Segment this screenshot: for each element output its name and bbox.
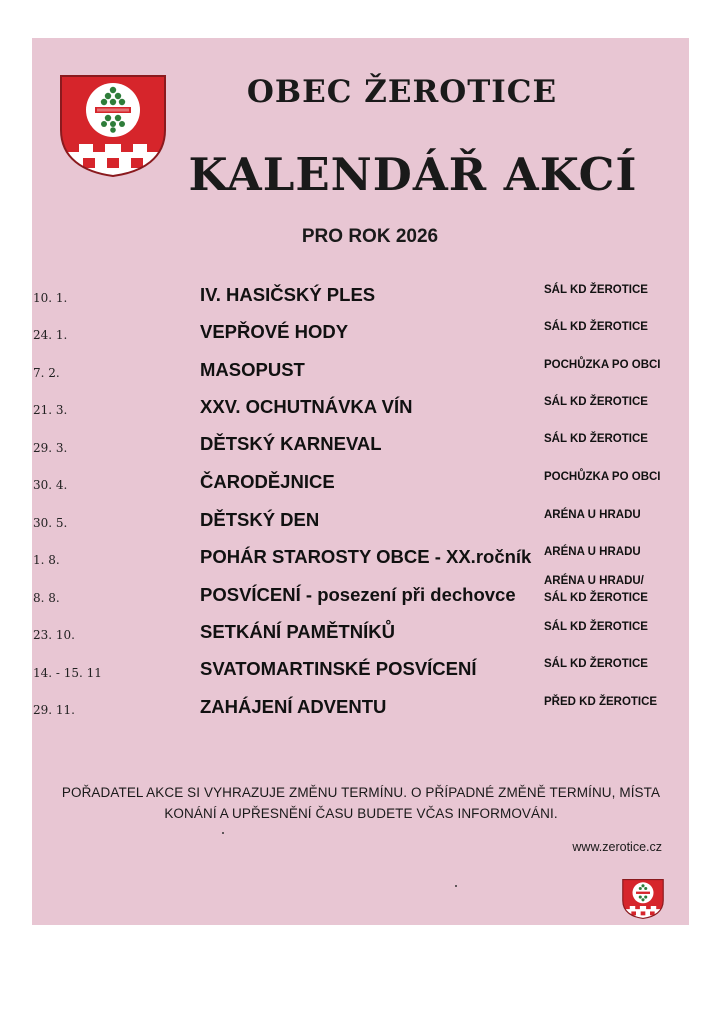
event-name: VEPŘOVÉ HODY <box>200 321 349 342</box>
event-name: POHÁR STAROSTY OBCE - XX.ročník <box>200 546 532 567</box>
event-date: 24. 1. <box>33 328 68 342</box>
event-name: DĚTSKÝ KARNEVAL <box>200 433 382 454</box>
organizer-notice <box>45 782 677 824</box>
notice-line: POŘADATEL AKCE SI VYHRAZUJE ZMĚNU TERMÍNU. O PŘÍPADNÉ ZMĚNĚ TERMÍNU, MÍSTA <box>61 785 661 800</box>
event-place: ARÉNA U HRADU <box>544 509 641 521</box>
print-speck <box>455 885 457 887</box>
event-place: SÁL KD ŽEROTICE <box>544 592 648 604</box>
event-place: SÁL KD ŽEROTICE <box>544 284 648 296</box>
website-url: www.zerotice.cz <box>572 840 662 854</box>
event-date: 30. 4. <box>33 478 68 492</box>
notice-line: KONÁNÍ A UPŘESNĚNÍ ČASU BUDETE VČAS INFORMOVÁNI. <box>164 806 558 821</box>
event-date: 7. 2. <box>33 366 60 380</box>
event-name: XXV. OCHUTNÁVKA VÍN <box>200 396 413 417</box>
page-title: KALENDÁŘ AKCÍ <box>188 148 638 201</box>
event-date: 23. 10. <box>33 628 75 642</box>
event-place: SÁL KD ŽEROTICE <box>544 658 648 670</box>
page-subtitle: PRO ROK 2026 <box>301 226 439 247</box>
event-place: SÁL KD ŽEROTICE <box>544 321 648 333</box>
municipality-name: OBEC ŽEROTICE <box>246 74 558 110</box>
event-place: SÁL KD ŽEROTICE <box>544 433 648 445</box>
event-name: ČARODĚJNICE <box>200 471 335 492</box>
footer-coat-of-arms-icon <box>622 878 664 920</box>
event-date: 21. 3. <box>33 403 68 417</box>
event-date: 29. 11. <box>33 703 75 717</box>
print-speck <box>222 832 224 834</box>
event-name: POSVÍCENÍ - posezení při dechovce <box>200 584 516 605</box>
event-place: SÁL KD ŽEROTICE <box>544 396 648 408</box>
event-date: 30. 5. <box>33 516 68 530</box>
event-place: PŘED KD ŽEROTICE <box>544 696 658 708</box>
event-name: SETKÁNÍ PAMĚTNÍKŮ <box>200 621 395 642</box>
event-place: SÁL KD ŽEROTICE <box>544 621 648 633</box>
event-date: 14. - 15. 11 <box>33 666 102 680</box>
event-date: 10. 1. <box>33 291 68 305</box>
event-date: 8. 8. <box>33 591 60 605</box>
event-date: 29. 3. <box>33 441 68 455</box>
event-name: IV. HASIČSKÝ PLES <box>200 284 376 305</box>
event-place: ARÉNA U HRADU <box>544 546 641 558</box>
event-name: DĚTSKÝ DEN <box>200 509 320 530</box>
event-name: MASOPUST <box>200 359 305 380</box>
event-name: SVATOMARTINSKÉ POSVÍCENÍ <box>200 658 477 679</box>
event-place: ARÉNA U HRADU/ <box>544 575 644 587</box>
event-name: ZAHÁJENÍ ADVENTU <box>200 696 387 717</box>
event-date: 1. 8. <box>33 553 60 567</box>
event-place: POCHŮZKA PO OBCI <box>544 471 661 483</box>
event-place: POCHŮZKA PO OBCI <box>544 359 661 371</box>
